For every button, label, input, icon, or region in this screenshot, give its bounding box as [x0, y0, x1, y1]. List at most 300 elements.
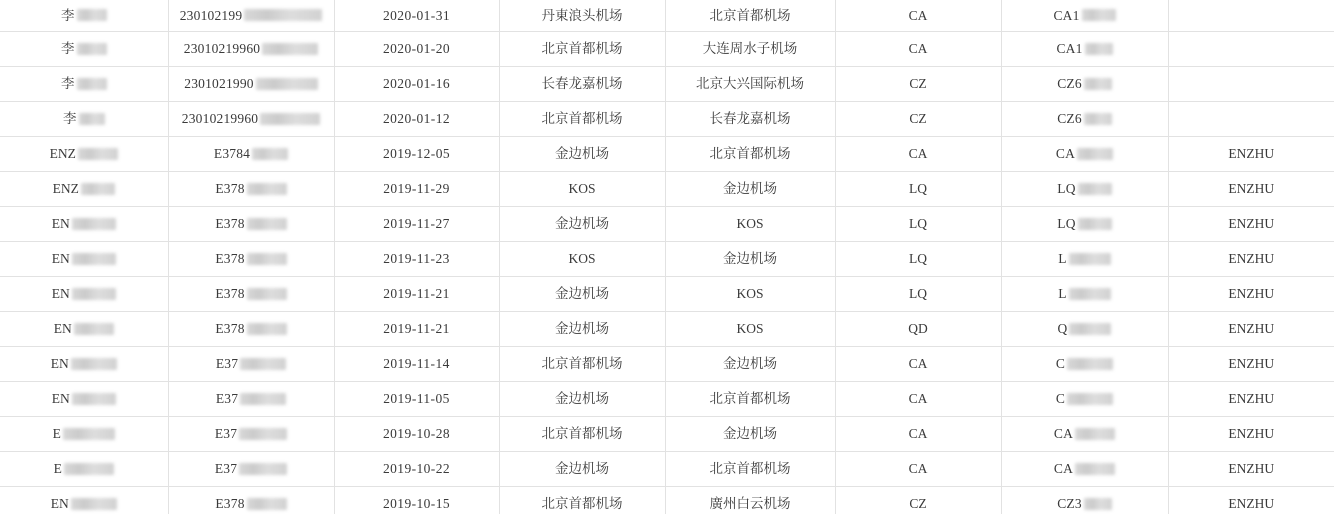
redaction-blur — [1085, 43, 1113, 55]
cell-flight-number — [1001, 207, 1168, 242]
cell-flight-date — [334, 452, 499, 487]
redaction-blur — [247, 498, 287, 510]
cell-passenger-name-inner — [52, 217, 116, 231]
cell-passenger-name-text: EN — [50, 496, 69, 511]
cell-passenger-name — [0, 487, 168, 514]
cell-flight-date-inner — [383, 147, 450, 161]
redaction-blur — [77, 43, 107, 55]
cell-agent-code-inner — [1228, 217, 1274, 231]
cell-airline-code-text: CA — [908, 461, 928, 476]
redaction-blur — [1077, 148, 1113, 160]
table-row[interactable] — [0, 207, 1334, 242]
table-row[interactable] — [0, 277, 1334, 312]
cell-arrival-airport-text: 金边机场 — [723, 426, 777, 441]
cell-flight-number — [1001, 0, 1168, 32]
cell-flight-number — [1001, 102, 1168, 137]
cell-id-number — [168, 102, 334, 137]
cell-passenger-name-text: EN — [51, 216, 70, 231]
cell-flight-number-text: CA — [1053, 461, 1074, 476]
redaction-blur — [244, 9, 322, 21]
cell-flight-number-inner — [1056, 42, 1112, 56]
redaction-blur — [1084, 78, 1112, 90]
cell-departure-airport — [499, 417, 665, 452]
cell-id-number-text: 230102199 — [179, 7, 243, 23]
cell-airline-code-text: CZ — [909, 76, 927, 91]
cell-passenger-name-text: 李 — [61, 41, 75, 56]
cell-flight-date — [334, 67, 499, 102]
cell-agent-code — [1168, 67, 1334, 102]
cell-id-number-inner — [215, 182, 286, 196]
cell-agent-code-inner — [1228, 462, 1274, 476]
table-row[interactable] — [0, 172, 1334, 207]
cell-id-number-inner — [184, 77, 318, 91]
table-row[interactable] — [0, 452, 1334, 487]
cell-passenger-name — [0, 0, 168, 32]
redaction-blur — [1078, 218, 1112, 230]
cell-passenger-name-inner — [54, 462, 114, 476]
cell-departure-airport-inner — [542, 9, 623, 23]
redaction-blur — [1082, 9, 1116, 21]
table-row[interactable] — [0, 417, 1334, 452]
redaction-blur — [260, 113, 320, 125]
redaction-blur — [247, 323, 287, 335]
cell-arrival-airport — [665, 417, 835, 452]
cell-departure-airport-text: 金边机场 — [555, 321, 609, 336]
cell-arrival-airport-text: 北京大兴国际机场 — [696, 76, 804, 91]
cell-flight-date-inner — [383, 252, 450, 266]
cell-airline-code-text: CA — [908, 356, 928, 371]
cell-arrival-airport — [665, 67, 835, 102]
cell-flight-number — [1001, 32, 1168, 67]
cell-airline-code-text: LQ — [909, 216, 927, 231]
cell-flight-number — [1001, 137, 1168, 172]
cell-agent-code-inner — [1228, 287, 1274, 301]
cell-flight-number-text: LQ — [1057, 181, 1076, 196]
cell-airline-code-inner — [908, 322, 928, 336]
redaction-blur — [239, 463, 287, 475]
cell-departure-airport-text: 北京首都机场 — [541, 426, 623, 441]
cell-arrival-airport-text: KOS — [736, 286, 764, 301]
redaction-blur — [1069, 323, 1111, 335]
cell-id-number-text: E37 — [214, 461, 238, 476]
cell-agent-code-inner — [1228, 427, 1274, 441]
cell-flight-date — [334, 487, 499, 514]
cell-flight-number — [1001, 277, 1168, 312]
cell-departure-airport — [499, 137, 665, 172]
redaction-blur — [239, 428, 287, 440]
cell-airline-code-text: CA — [908, 146, 928, 161]
cell-flight-number — [1001, 172, 1168, 207]
cell-id-number — [168, 382, 334, 417]
cell-arrival-airport-text: 廣州白云机场 — [709, 496, 791, 511]
cell-flight-date — [334, 32, 499, 67]
redaction-blur — [1084, 498, 1112, 510]
cell-flight-number — [1001, 67, 1168, 102]
redaction-blur — [72, 253, 116, 265]
redaction-blur — [1067, 358, 1113, 370]
cell-flight-date-text: 2020-01-20 — [383, 41, 450, 56]
cell-arrival-airport — [665, 312, 835, 347]
cell-id-number — [168, 67, 334, 102]
table-row[interactable] — [0, 242, 1334, 277]
cell-agent-code-text: ENZHU — [1228, 426, 1275, 441]
cell-arrival-airport-text: 北京首都机场 — [709, 7, 791, 23]
cell-id-number-inner — [214, 147, 288, 161]
cell-agent-code — [1168, 347, 1334, 382]
cell-airline-code — [835, 312, 1001, 347]
cell-airline-code — [835, 242, 1001, 277]
cell-arrival-airport-inner — [723, 427, 777, 441]
cell-departure-airport-text: KOS — [568, 181, 596, 196]
cell-arrival-airport-inner — [736, 322, 763, 336]
cell-departure-airport — [499, 382, 665, 417]
cell-flight-date — [334, 137, 499, 172]
cell-id-number-inner — [215, 462, 287, 476]
cell-passenger-name-text: EN — [51, 286, 70, 301]
redaction-blur — [247, 183, 287, 195]
cell-departure-airport-text: 长春龙嘉机场 — [541, 76, 623, 91]
cell-airline-code-inner — [909, 392, 928, 406]
cell-passenger-name-text: 李 — [63, 111, 77, 126]
cell-airline-code — [835, 32, 1001, 67]
cell-id-number-inner — [184, 42, 318, 56]
cell-agent-code-text: ENZHU — [1228, 181, 1275, 196]
cell-departure-airport-text: 金边机场 — [555, 391, 609, 406]
cell-passenger-name-inner — [51, 357, 117, 371]
cell-id-number-inner — [215, 252, 286, 266]
cell-airline-code — [835, 382, 1001, 417]
cell-passenger-name-inner — [53, 182, 115, 196]
redaction-blur — [72, 393, 116, 405]
cell-flight-date-text: 2019-11-05 — [383, 391, 450, 406]
cell-arrival-airport — [665, 0, 835, 32]
cell-departure-airport-text: 北京首都机场 — [541, 496, 623, 511]
cell-airline-code — [835, 487, 1001, 514]
cell-passenger-name-text: E — [52, 426, 61, 441]
cell-departure-airport-inner — [542, 42, 623, 56]
cell-flight-number — [1001, 347, 1168, 382]
cell-departure-airport-inner — [542, 77, 623, 91]
redaction-blur — [81, 183, 115, 195]
redaction-blur — [247, 218, 287, 230]
cell-flight-number-text: CA1 — [1053, 7, 1080, 23]
cell-airline-code-text: CA — [908, 41, 928, 56]
cell-arrival-airport-inner — [723, 182, 777, 196]
cell-departure-airport — [499, 452, 665, 487]
cell-flight-number-text: C — [1055, 391, 1066, 406]
cell-arrival-airport-inner — [723, 252, 777, 266]
cell-id-number-inner — [215, 217, 286, 231]
redaction-blur — [247, 253, 287, 265]
cell-passenger-name — [0, 242, 168, 277]
cell-arrival-airport — [665, 242, 835, 277]
cell-flight-number — [1001, 487, 1168, 514]
cell-departure-airport-inner — [542, 427, 623, 441]
cell-passenger-name-inner — [54, 322, 114, 336]
cell-passenger-name-text: EN — [50, 356, 69, 371]
cell-passenger-name-inner — [61, 9, 107, 23]
redaction-blur — [78, 148, 118, 160]
table-row[interactable] — [0, 67, 1334, 102]
cell-departure-airport-inner — [555, 217, 609, 231]
cell-flight-number-text: CZ3 — [1057, 496, 1082, 511]
cell-departure-airport-text: 金边机场 — [555, 216, 609, 231]
cell-flight-date-text: 2019-11-23 — [383, 251, 450, 266]
cell-passenger-name — [0, 207, 168, 242]
table-row[interactable] — [0, 487, 1334, 514]
cell-airline-code-text: LQ — [909, 181, 927, 196]
cell-agent-code-text: ENZHU — [1228, 146, 1275, 161]
cell-id-number — [168, 277, 334, 312]
cell-agent-code-text: ENZHU — [1228, 251, 1275, 266]
cell-arrival-airport — [665, 102, 835, 137]
cell-airline-code-inner — [909, 77, 926, 91]
cell-departure-airport-text: 金边机场 — [555, 461, 609, 476]
cell-airline-code-text: CZ — [909, 496, 927, 511]
cell-departure-airport-inner — [555, 462, 609, 476]
cell-flight-number-text: Q — [1057, 321, 1068, 336]
cell-id-number — [168, 312, 334, 347]
cell-agent-code-inner — [1228, 322, 1274, 336]
cell-airline-code-inner — [909, 147, 928, 161]
table-row[interactable] — [0, 102, 1334, 137]
cell-id-number-inner — [216, 392, 286, 406]
cell-departure-airport-text: 丹東浪头机场 — [541, 7, 623, 23]
cell-agent-code — [1168, 102, 1334, 137]
cell-airline-code-inner — [909, 42, 928, 56]
cell-passenger-name-inner — [52, 392, 116, 406]
cell-airline-code — [835, 347, 1001, 382]
cell-passenger-name — [0, 312, 168, 347]
redaction-blur — [262, 43, 318, 55]
cell-departure-airport — [499, 242, 665, 277]
redaction-blur — [1075, 428, 1115, 440]
cell-flight-date-text: 2019-10-28 — [383, 426, 450, 441]
cell-departure-airport — [499, 172, 665, 207]
redaction-blur — [71, 358, 117, 370]
cell-passenger-name-text: ENZ — [52, 181, 79, 196]
cell-arrival-airport-inner — [710, 147, 791, 161]
cell-airline-code-inner — [909, 462, 928, 476]
cell-arrival-airport-inner — [736, 217, 763, 231]
cell-flight-number-inner — [1057, 217, 1111, 231]
cell-departure-airport-inner — [555, 147, 609, 161]
redaction-blur — [63, 428, 115, 440]
cell-id-number-text: E378 — [215, 251, 245, 266]
cell-id-number-inner — [182, 112, 320, 126]
redaction-blur — [252, 148, 288, 160]
cell-flight-number-text: L — [1058, 286, 1067, 301]
cell-id-number-text: 23010219960 — [183, 41, 261, 56]
cell-passenger-name — [0, 137, 168, 172]
cell-arrival-airport-inner — [710, 112, 791, 126]
cell-passenger-name-text: ENZ — [49, 146, 76, 161]
cell-flight-date-inner — [383, 322, 450, 336]
cell-passenger-name-text: E — [53, 461, 62, 476]
cell-departure-airport — [499, 207, 665, 242]
cell-id-number-inner — [215, 497, 286, 511]
cell-flight-date-inner — [383, 77, 450, 91]
cell-passenger-name — [0, 417, 168, 452]
cell-flight-number — [1001, 312, 1168, 347]
table-row[interactable] — [0, 137, 1334, 172]
redaction-blur — [72, 218, 116, 230]
cell-arrival-airport-text: 北京首都机场 — [709, 146, 791, 161]
cell-flight-number-inner — [1057, 112, 1112, 126]
cell-agent-code-text: ENZHU — [1228, 391, 1275, 406]
cell-flight-number-text: CZ6 — [1057, 111, 1082, 126]
redaction-blur — [71, 498, 117, 510]
cell-departure-airport — [499, 0, 665, 32]
cell-flight-number-inner — [1057, 182, 1111, 196]
cell-flight-number-inner — [1056, 392, 1113, 406]
cell-arrival-airport-inner — [736, 287, 763, 301]
cell-airline-code — [835, 452, 1001, 487]
cell-id-number-text: E378 — [215, 321, 245, 336]
cell-arrival-airport-text: 北京首都机场 — [709, 461, 791, 476]
cell-arrival-airport — [665, 452, 835, 487]
cell-airline-code — [835, 277, 1001, 312]
cell-agent-code-text: ENZHU — [1228, 356, 1275, 371]
table-row[interactable] — [0, 32, 1334, 67]
redaction-blur — [256, 78, 318, 90]
cell-flight-date-inner — [383, 427, 450, 441]
cell-flight-number-text: L — [1058, 251, 1067, 266]
cell-agent-code — [1168, 207, 1334, 242]
table-row[interactable] — [0, 0, 1334, 32]
cell-airline-code — [835, 67, 1001, 102]
cell-flight-date-text: 2019-11-14 — [383, 356, 450, 371]
redaction-blur — [1078, 183, 1112, 195]
cell-id-number — [168, 452, 334, 487]
cell-flight-date — [334, 172, 499, 207]
cell-id-number-text: E378 — [215, 181, 245, 196]
cell-departure-airport-text: 金边机场 — [555, 286, 609, 301]
cell-departure-airport — [499, 67, 665, 102]
cell-passenger-name-inner — [61, 77, 107, 91]
cell-airline-code-inner — [909, 357, 928, 371]
cell-arrival-airport — [665, 207, 835, 242]
cell-flight-number-text: C — [1055, 356, 1066, 371]
cell-flight-number-inner — [1058, 287, 1110, 301]
cell-flight-date-inner — [383, 392, 450, 406]
cell-arrival-airport-inner — [710, 9, 791, 23]
cell-agent-code-text: ENZHU — [1228, 321, 1275, 336]
cell-departure-airport-inner — [568, 182, 595, 196]
cell-flight-date-inner — [383, 217, 450, 231]
cell-passenger-name-inner — [53, 427, 115, 441]
redaction-blur — [72, 288, 116, 300]
cell-passenger-name-text: 李 — [61, 76, 75, 91]
redaction-blur — [240, 358, 286, 370]
cell-departure-airport — [499, 277, 665, 312]
cell-arrival-airport-inner — [696, 77, 804, 91]
cell-departure-airport — [499, 487, 665, 514]
cell-flight-date — [334, 417, 499, 452]
cell-flight-date-inner — [383, 182, 450, 196]
table-row[interactable] — [0, 382, 1334, 417]
cell-agent-code-text: ENZHU — [1228, 216, 1275, 231]
cell-agent-code-inner — [1228, 357, 1274, 371]
cell-passenger-name-inner — [51, 497, 117, 511]
cell-departure-airport — [499, 312, 665, 347]
cell-flight-date — [334, 207, 499, 242]
cell-agent-code — [1168, 417, 1334, 452]
cell-arrival-airport-text: 北京首都机场 — [709, 391, 791, 406]
cell-flight-number-text: CA — [1053, 426, 1074, 441]
cell-id-number-text: 2301021990 — [184, 76, 254, 91]
cell-departure-airport-inner — [555, 287, 609, 301]
cell-flight-date-inner — [383, 9, 450, 23]
cell-id-number-text: E3784 — [213, 146, 251, 161]
cell-id-number-inner — [215, 322, 286, 336]
cell-flight-number-text: CA — [1055, 146, 1076, 161]
cell-airline-code-inner — [909, 112, 926, 126]
cell-arrival-airport — [665, 347, 835, 382]
cell-agent-code — [1168, 242, 1334, 277]
cell-flight-number-inner — [1056, 357, 1113, 371]
cell-agent-code-text: ENZHU — [1228, 496, 1275, 511]
cell-agent-code — [1168, 452, 1334, 487]
cell-departure-airport-text: 北京首都机场 — [541, 111, 623, 126]
cell-airline-code-text: LQ — [909, 251, 927, 266]
cell-departure-airport-inner — [568, 252, 595, 266]
cell-flight-date — [334, 347, 499, 382]
cell-departure-airport-inner — [542, 497, 623, 511]
cell-departure-airport-inner — [555, 392, 609, 406]
cell-agent-code-inner — [1228, 147, 1274, 161]
cell-arrival-airport-text: 金边机场 — [723, 181, 777, 196]
cell-id-number — [168, 207, 334, 242]
cell-flight-date-text: 2019-11-21 — [383, 321, 450, 336]
cell-arrival-airport-text: 大连周水子机场 — [702, 41, 798, 56]
redaction-blur — [77, 9, 107, 21]
redaction-blur — [1084, 113, 1112, 125]
cell-id-number — [168, 347, 334, 382]
cell-id-number-inner — [215, 287, 286, 301]
cell-agent-code-inner — [1228, 182, 1274, 196]
cell-passenger-name-inner — [52, 252, 116, 266]
cell-flight-number-inner — [1057, 497, 1112, 511]
cell-passenger-name-text: EN — [53, 321, 72, 336]
redaction-blur — [64, 463, 114, 475]
cell-arrival-airport-inner — [723, 357, 777, 371]
cell-passenger-name-inner — [61, 42, 107, 56]
cell-flight-date — [334, 312, 499, 347]
cell-id-number — [168, 137, 334, 172]
cell-flight-date — [334, 0, 499, 32]
redaction-blur — [74, 323, 114, 335]
cell-passenger-name — [0, 452, 168, 487]
table-row[interactable] — [0, 312, 1334, 347]
cell-arrival-airport-inner — [710, 497, 791, 511]
cell-arrival-airport — [665, 32, 835, 67]
table-row[interactable] — [0, 347, 1334, 382]
cell-arrival-airport-text: 金边机场 — [723, 356, 777, 371]
cell-arrival-airport-inner — [703, 42, 798, 56]
cell-flight-date-inner — [383, 287, 450, 301]
cell-agent-code — [1168, 32, 1334, 67]
cell-airline-code-inner — [909, 9, 928, 23]
cell-passenger-name-text: EN — [51, 391, 70, 406]
cell-id-number-text: E37 — [215, 356, 239, 371]
cell-airline-code-inner — [909, 497, 926, 511]
cell-flight-date-text: 2019-10-15 — [383, 496, 450, 511]
cell-flight-date-inner — [383, 112, 450, 126]
cell-id-number — [168, 172, 334, 207]
cell-passenger-name — [0, 347, 168, 382]
cell-airline-code-inner — [909, 287, 927, 301]
